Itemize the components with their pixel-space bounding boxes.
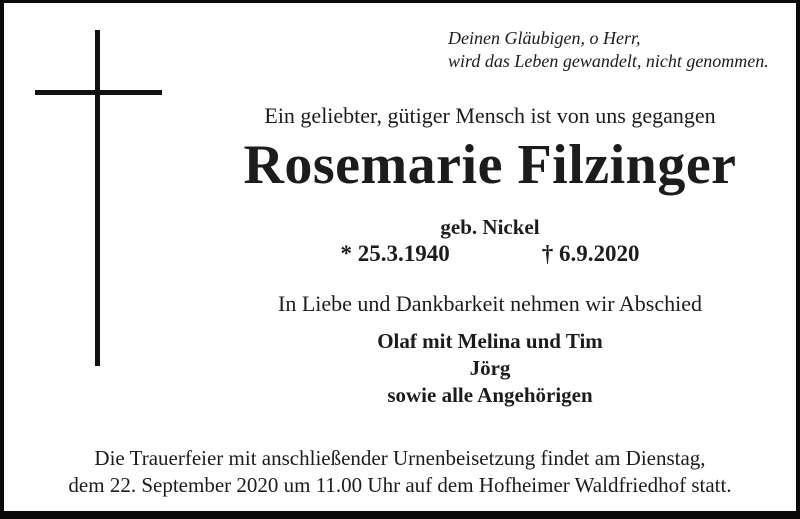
birth-date: * 25.3.1940 <box>340 241 450 266</box>
farewell-line: In Liebe und Dankbarkeit nehmen wir Abschied <box>278 291 702 316</box>
maiden-name: geb. Nickel <box>440 215 540 239</box>
deceased-name: Rosemarie Filzinger <box>243 134 737 196</box>
funeral-info <box>4 445 796 499</box>
mourner-line: sowie alle Angehörigen <box>387 383 593 407</box>
epigraph-line-2: wird das Leben gewandelt, nicht genommen. <box>448 51 769 71</box>
funeral-line-1: Die Trauerfeier mit anschließender Urnenbeisetzung findet am Dienstag, <box>94 446 706 470</box>
funeral-line-2: dem 22. September 2020 um 11.00 Uhr auf dem Hofheimer Waldfriedhof statt. <box>68 473 732 497</box>
life-dates <box>180 241 800 267</box>
epigraph-line-1: Deinen Gläubigen, o Herr, <box>448 28 641 48</box>
intro-line: Ein geliebter, gütiger Mensch ist von uns gegangen <box>264 103 716 128</box>
cross-vertical-bar <box>95 30 100 366</box>
cross-horizontal-bar <box>35 90 162 95</box>
mourners-list <box>180 328 800 409</box>
mourner-line: Jörg <box>469 356 511 380</box>
epigraph <box>448 27 769 73</box>
mourner-line: Olaf mit Melina und Tim <box>377 329 603 353</box>
death-date: † 6.9.2020 <box>541 241 640 266</box>
